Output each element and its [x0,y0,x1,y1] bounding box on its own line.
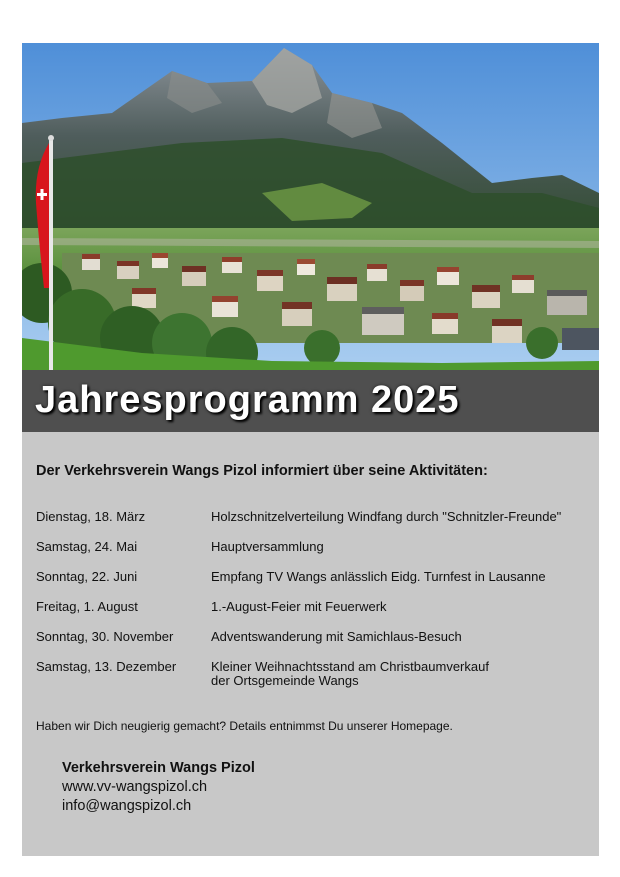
event-date: Dienstag, 18. März [36,509,146,524]
event-description: Holzschnitzelverteilung Windfang durch "Schnitzler-Freunde" [211,509,562,524]
landscape-photo [22,43,599,370]
intro-text: Der Verkehrsverein Wangs Pizol informiert über seine Aktivitäten: [36,463,488,479]
event-description [211,660,596,688]
website-link[interactable]: www.vv-wangspizol.ch [62,779,208,795]
event-description: Adventswanderung mit Samichlaus-Besuch [211,629,462,644]
event-date: Samstag, 13. Dezember [36,659,177,674]
page-title: Jahresprogramm 2025 [35,379,460,421]
poster [22,43,599,856]
event-description-line1: Kleiner Weihnachtsstand am Christbaumverkauf [211,659,489,674]
mountain-village-illustration [22,43,599,370]
homepage-note: Haben wir Dich neugierig gemacht? Details entnimmst Du unserer Homepage. [36,719,453,733]
event-description: 1.-August-Feier mit Feuerwerk [211,599,387,614]
event-date: Sonntag, 22. Juni [36,569,138,584]
event-date: Samstag, 24. Mai [36,539,138,554]
event-description: Hauptversammlung [211,539,324,554]
contact-block [62,759,255,816]
event-description-line2: der Ortsgemeinde Wangs [211,673,359,688]
title-banner [22,370,599,432]
event-description: Empfang TV Wangs anlässlich Eidg. Turnfest in Lausanne [211,569,546,584]
flagpole [49,138,53,370]
event-date: Sonntag, 30. November [36,629,174,644]
event-date: Freitag, 1. August [36,599,138,614]
organization-name: Verkehrsverein Wangs Pizol [62,760,255,776]
email-link[interactable]: info@wangspizol.ch [62,798,192,814]
